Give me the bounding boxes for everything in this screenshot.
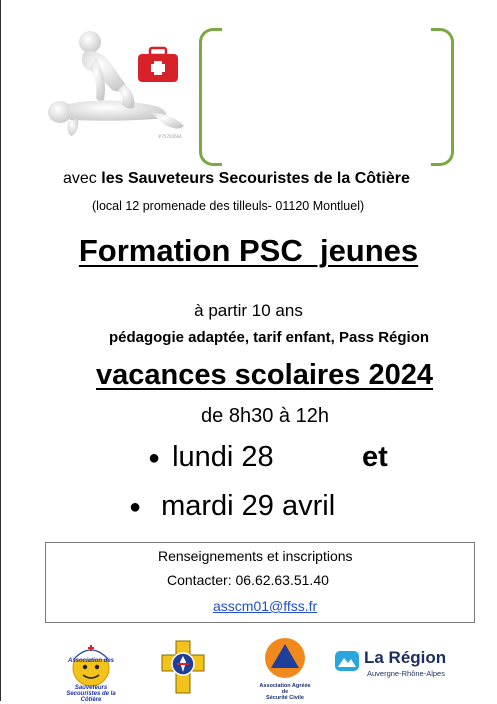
- address-line: (local 12 promenade des tilleuls- 01120 Montluel): [92, 199, 365, 213]
- date-row-second: [129, 490, 335, 523]
- vacation-title-text: vacances scolaires 2024: [96, 359, 433, 391]
- ffss-cross-logo: [160, 639, 206, 695]
- svg-text:#75703664: #75703664: [158, 134, 182, 139]
- asscc-text-line2: Sauveteurs Secouristes de la Côtière: [66, 685, 116, 703]
- securite-civile-icon: [257, 636, 313, 682]
- region-logo-subtitle: Auvergne-Rhône-Alpes: [367, 669, 445, 678]
- region-logo-name: La Région: [364, 648, 447, 667]
- asscc-text-line1: Association des: [67, 658, 114, 664]
- cpr-illustration: [38, 18, 188, 143]
- features-line: pédagogie adaptée, tarif enfant, Pass Région: [108, 329, 430, 346]
- bracket-right: [431, 28, 454, 166]
- logo-asscc: [60, 635, 122, 703]
- bullet-icon: ●: [148, 446, 161, 469]
- region-mountain-icon: [335, 651, 359, 671]
- main-title-text: Formation PSC jeunes: [78, 233, 419, 268]
- intro-prefix: avec: [63, 170, 102, 187]
- time-line: de 8h30 à 12h: [201, 405, 329, 427]
- page-edge: [0, 0, 1, 701]
- main-title: [0, 233, 497, 269]
- logo-securite-civile: [257, 636, 313, 701]
- vacation-title: [0, 359, 497, 392]
- bullet-icon: ●: [129, 495, 142, 518]
- date-row-first: [148, 441, 274, 474]
- securite-civile-text: [257, 683, 313, 701]
- date-conjunction: et: [362, 441, 388, 473]
- securite-civile-line2: Sécurité Civile: [266, 695, 304, 701]
- info-contact: Contacter: 06.62.63.51.40: [167, 572, 329, 588]
- securite-civile-line1: Association Agréée de: [259, 683, 311, 695]
- date-second: mardi 29 avril: [161, 490, 336, 522]
- bracket-left: [199, 28, 222, 166]
- info-title: Renseignements et inscriptions: [158, 548, 353, 564]
- date-first: lundi 28: [172, 441, 274, 473]
- age-line: à partir 10 ans: [194, 301, 303, 320]
- organization-name: les Sauveteurs Secouristes de la Côtière: [101, 170, 410, 187]
- info-email-link[interactable]: asscm01@ffss.fr: [213, 598, 318, 614]
- intro-line: [63, 170, 410, 188]
